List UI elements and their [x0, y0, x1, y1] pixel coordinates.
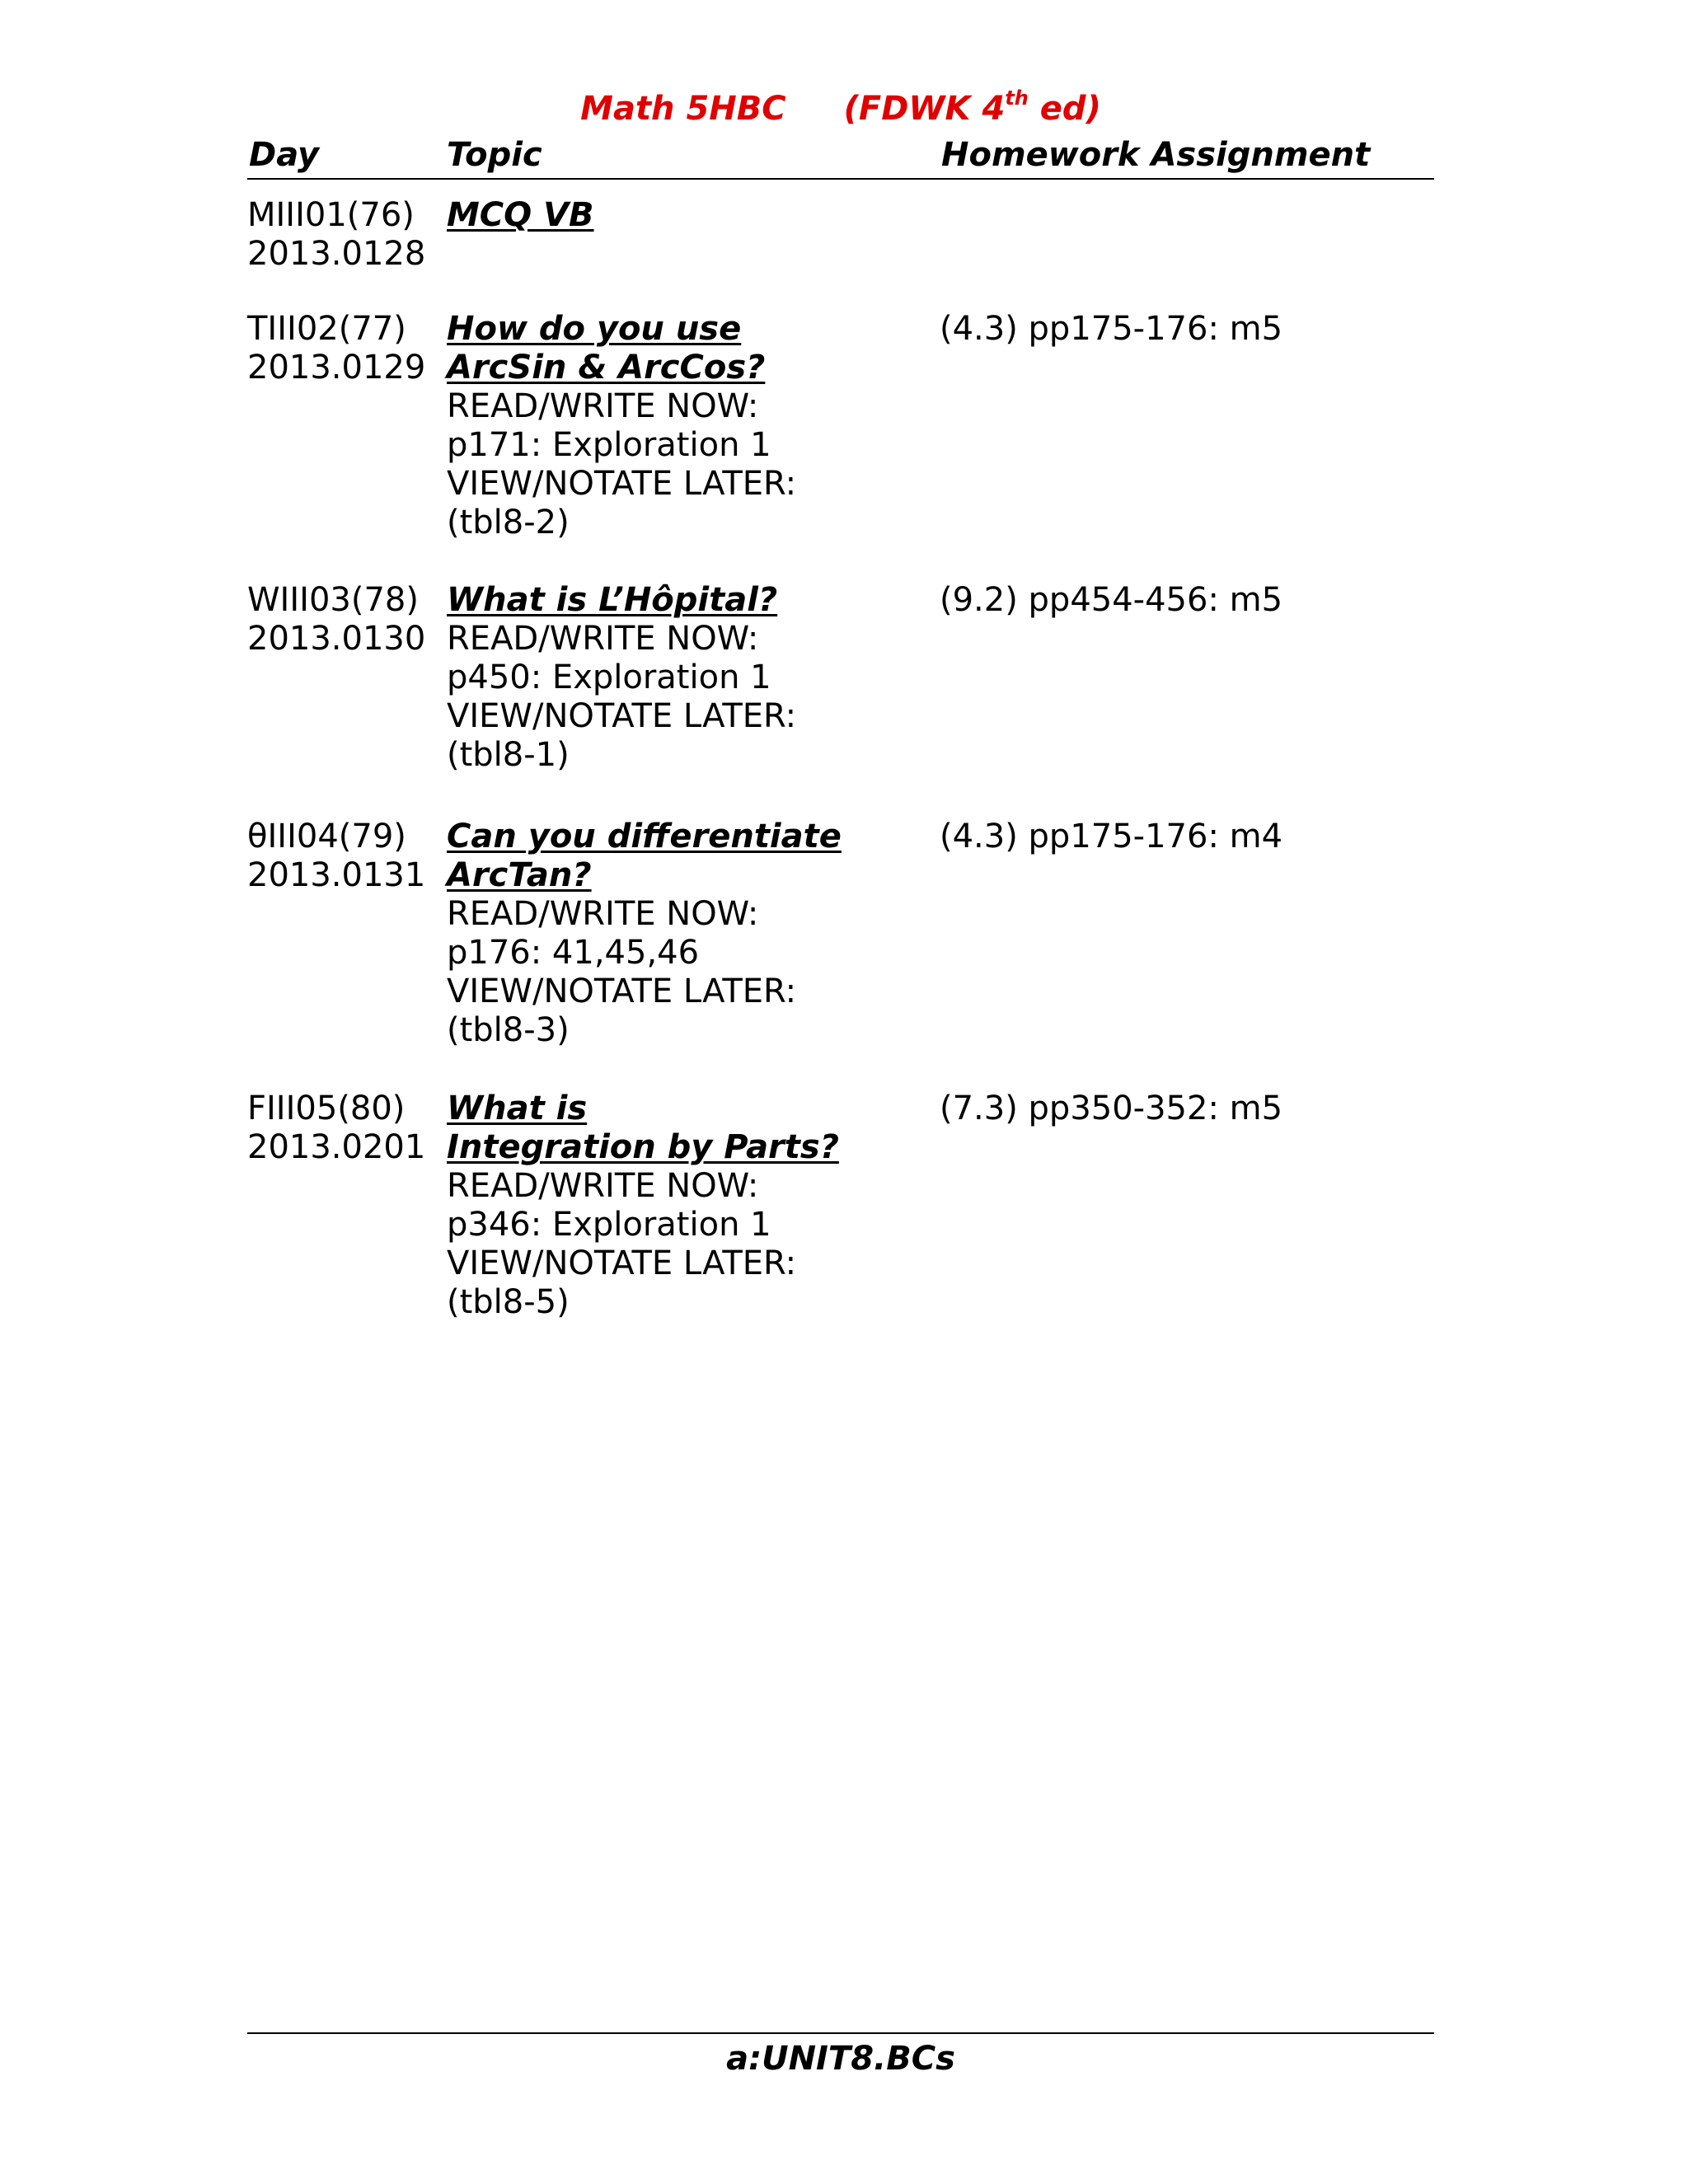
topic-title: ArcSin & ArcCos? — [447, 349, 766, 387]
topic-cell — [447, 310, 925, 542]
day-date: 2013.0128 — [247, 235, 426, 273]
column-header-homework: Homework Assignment — [941, 136, 1371, 174]
document-title — [247, 86, 1434, 128]
topic-note: p346: Exploration 1 — [447, 1206, 771, 1244]
day-cell — [247, 818, 445, 895]
topic-note: p176: 41,45,46 — [447, 934, 700, 972]
day-cell — [247, 1090, 445, 1167]
day-code: θIII04(79) — [247, 818, 406, 855]
topic-title: How do you use — [447, 310, 742, 348]
topic-note: READ/WRITE NOW: — [447, 387, 759, 425]
day-cell — [247, 581, 445, 658]
topic-note: VIEW/NOTATE LATER: — [447, 972, 797, 1010]
topic-note: (tbl8-3) — [447, 1011, 570, 1049]
column-header-topic: Topic — [447, 136, 542, 174]
topic-note: VIEW/NOTATE LATER: — [447, 465, 797, 503]
topic-cell — [447, 196, 925, 235]
day-date: 2013.0130 — [247, 620, 426, 658]
topic-title: ArcTan? — [447, 856, 592, 894]
homework-cell: (4.3) pp175-176: m5 — [940, 310, 1283, 348]
day-date: 2013.0201 — [247, 1128, 426, 1166]
day-code: MIII01(76) — [247, 196, 415, 234]
topic-note: p171: Exploration 1 — [447, 426, 771, 464]
topic-title: Integration by Parts? — [447, 1128, 839, 1166]
homework-cell: (4.3) pp175-176: m4 — [940, 818, 1283, 855]
topic-title: What is — [447, 1090, 588, 1127]
edition-label: (FDWK 4th ed) — [843, 86, 1101, 128]
topic-title: Can you differentiate — [447, 818, 842, 855]
topic-cell — [447, 1090, 925, 1322]
column-header-day: Day — [249, 136, 320, 174]
day-code: FIII05(80) — [247, 1090, 406, 1127]
day-code: WIII03(78) — [247, 581, 419, 619]
topic-note: (tbl8-5) — [447, 1283, 570, 1321]
topic-cell — [447, 581, 925, 775]
day-date: 2013.0131 — [247, 856, 426, 894]
topic-title: What is L’Hôpital? — [447, 581, 778, 619]
course-name: Math 5HBC — [580, 90, 786, 128]
day-code: TIII02(77) — [247, 310, 406, 348]
homework-cell: (9.2) pp454-456: m5 — [940, 581, 1283, 619]
topic-note: p450: Exploration 1 — [447, 658, 771, 696]
topic-note: READ/WRITE NOW: — [447, 1167, 759, 1205]
column-headers — [247, 132, 1434, 180]
topic-note: VIEW/NOTATE LATER: — [447, 1244, 797, 1282]
day-cell — [247, 310, 445, 387]
topic-note: READ/WRITE NOW: — [447, 895, 759, 933]
topic-note: VIEW/NOTATE LATER: — [447, 697, 797, 735]
footer-label: a:UNIT8.BCs — [726, 2040, 955, 2078]
topic-title: MCQ VB — [447, 196, 594, 234]
topic-cell — [447, 818, 925, 1050]
homework-cell: (7.3) pp350-352: m5 — [940, 1090, 1283, 1127]
topic-note: (tbl8-1) — [447, 736, 570, 774]
footer-divider — [247, 2032, 1434, 2034]
topic-note: READ/WRITE NOW: — [447, 620, 759, 658]
topic-note: (tbl8-2) — [447, 504, 570, 541]
day-date: 2013.0129 — [247, 349, 426, 387]
day-cell — [247, 196, 445, 274]
